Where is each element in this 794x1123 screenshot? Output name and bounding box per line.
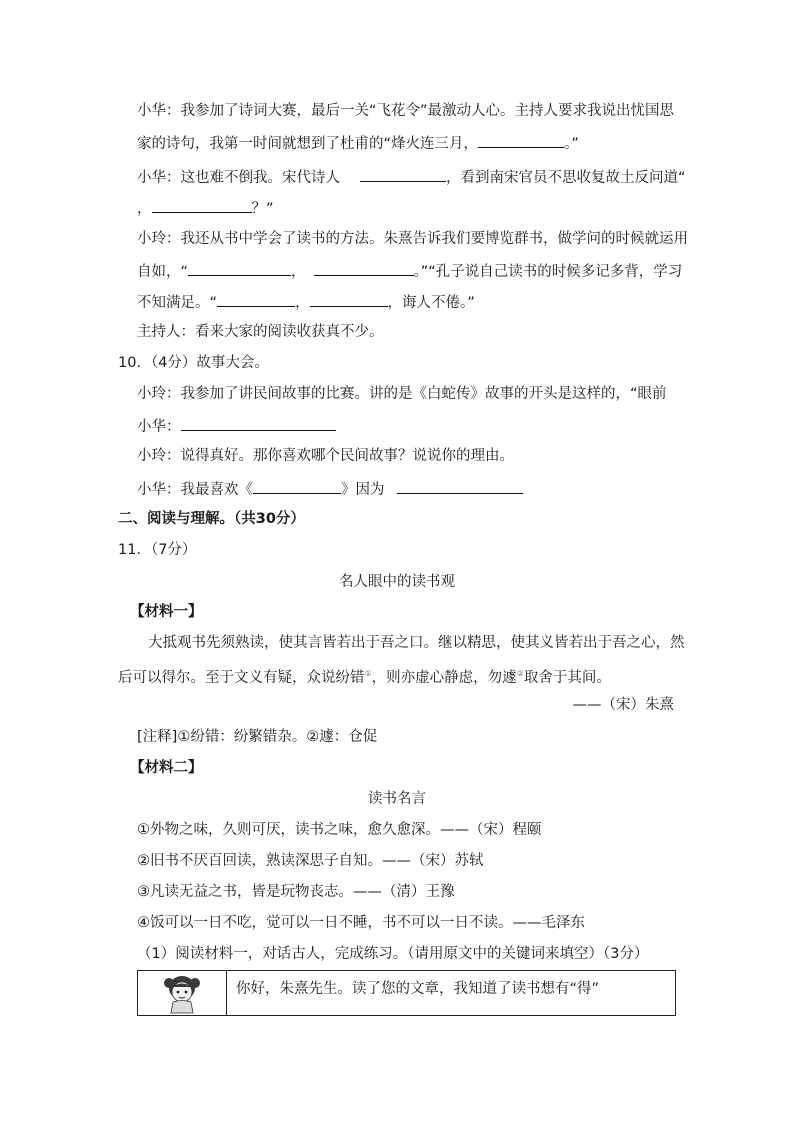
answer-blank[interactable] — [253, 478, 341, 494]
answer-blank[interactable] — [314, 260, 414, 276]
girl-avatar-icon — [138, 971, 226, 1015]
annotation-note: [注释]①纷错：纷繁错杂。②遽：仓促 — [137, 729, 378, 745]
answer-blank[interactable] — [360, 166, 446, 182]
dialog-line: 自如，“ ， 。”“孔子说自己读书的时候多记多背，学习 — [137, 260, 682, 282]
answer-blank[interactable] — [478, 132, 564, 148]
material-label: 【材料一】 — [130, 604, 203, 620]
sub-question: （1）阅读材料一，对话古人，完成练习。（请用原文中的关键词来填空）（3分） — [137, 946, 649, 962]
question-title: 11．（7分） — [118, 542, 197, 558]
footnote-mark: ② — [516, 669, 524, 678]
dialog-line: 主持人：看来大家的阅读收获真不少。 — [137, 324, 384, 340]
dialog-line: 小玲：我参加了讲民间故事的比赛。讲的是《白蛇传》故事的开头是这样的，“眼前 — [137, 386, 667, 402]
passage-line: 后可以得尔。至于文义有疑，众说纷错①，则亦虚心静虑，勿遽②取舍于其间。 — [118, 669, 611, 686]
material-label: 【材料二】 — [130, 760, 203, 776]
answer-blank[interactable] — [152, 197, 252, 213]
source-attribution: ——（宋）朱熹 — [572, 697, 674, 713]
quote-item: ①外物之味，久则可厌，读书之味，愈久愈深。——（宋）程颐 — [137, 822, 542, 838]
dialog-line: 小华：我最喜欢《 》因为 — [137, 478, 523, 500]
answer-blank[interactable] — [188, 260, 291, 276]
answer-blank[interactable] — [217, 291, 295, 307]
section-heading: 二、阅读与理解。（共30分） — [118, 511, 305, 527]
quote-item: ②旧书不厌百回读，熟读深思子自知。——（宋）苏轼 — [137, 853, 484, 869]
answer-blank[interactable] — [310, 291, 388, 307]
passage-line: 大抵观书先须熟读，使其言皆若出于吾之口。继以精思，使其义皆若出于吾之心，然 — [148, 635, 685, 651]
dialog-line: 小玲：我还从书中学会了读书的方法。朱熹告诉我们要博览群书，做学问的时候就运用 — [137, 231, 688, 247]
footnote-mark: ① — [364, 669, 372, 678]
answer-blank[interactable] — [181, 415, 336, 431]
table-text: 你好，朱熹先生。读了您的文章，我知道了读书想有“得” — [236, 981, 600, 997]
quote-item: ④饭可以一日不吃，觉可以一日不睡，书不可以一日不读。——毛泽东 — [137, 915, 585, 931]
dialog-line: 小华：我参加了诗词大赛，最后一关“飞花令”最激动人心。主持人要求我说出忧国思 — [137, 103, 675, 119]
dialog-line: ， ？” — [137, 197, 274, 219]
question-title: 10．（4分）故事大会。 — [118, 355, 269, 371]
dialog-line: 不知满足。“ ， ，诲人不倦。” — [137, 291, 475, 313]
answer-blank[interactable] — [397, 478, 523, 494]
quotes-heading: 读书名言 — [368, 791, 426, 807]
dialog-line: 小华： — [137, 415, 336, 437]
passage-heading: 名人眼中的读书观 — [339, 574, 455, 590]
avatar-cell — [138, 971, 227, 1015]
dialog-line: 小玲：说得真好。那你喜欢哪个民间故事？说说你的理由。 — [137, 448, 514, 464]
quote-item: ③凡读无益之书，皆是玩物丧志。——（清）王豫 — [137, 884, 455, 900]
dialogue-table — [137, 970, 676, 1016]
dialog-line: 小华：这也难不倒我。宋代诗人 ，看到南宋官员不思收复故土反问道“ — [137, 166, 686, 188]
dialog-line: 家的诗句，我第一时间就想到了杜甫的“烽火连三月， 。” — [137, 132, 579, 154]
